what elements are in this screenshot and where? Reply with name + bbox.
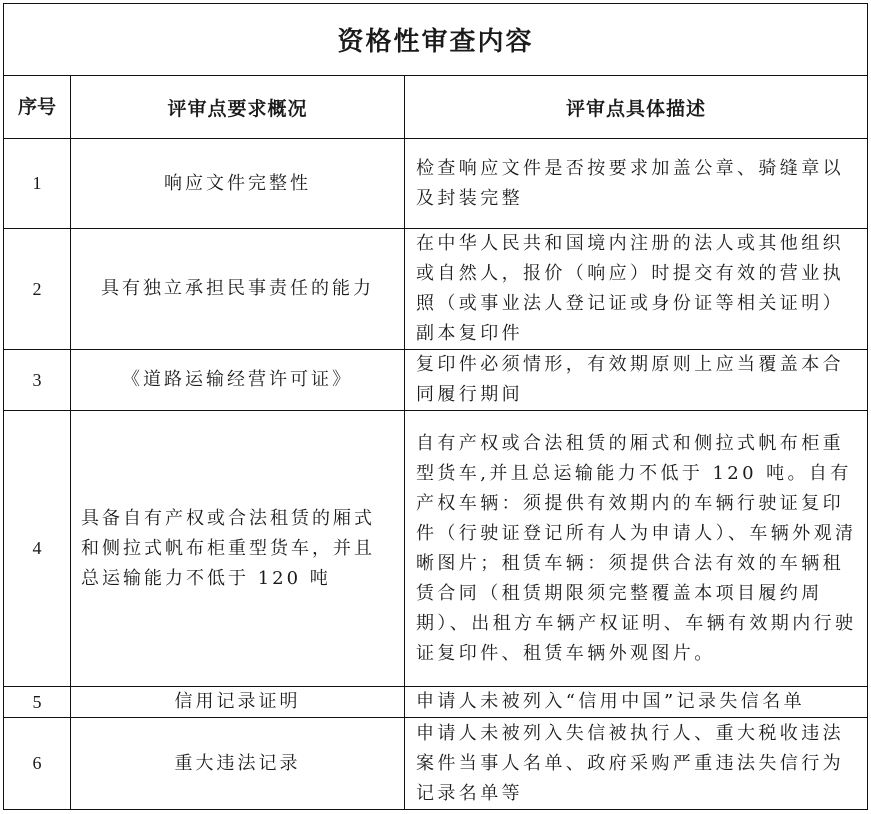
row-description: 在中华人民共和国境内注册的法人或其他组织或自然人，报价（响应）时提交有效的营业执照（或事业法人登记证或身份证等相关证明）副本复印件 [405,229,868,350]
header-no: 序号 [4,76,71,139]
row-description: 申请人未被列入“信用中国”记录失信名单 [405,687,868,718]
table-title: 资格性审查内容 [4,4,868,76]
row-description: 申请人未被列入失信被执行人、重大税收违法案件当事人名单、政府采购严重违法失信行为记录名单等 [405,718,868,810]
row-no: 6 [4,718,71,810]
row-no: 4 [4,411,71,687]
row-requirement: 具有独立承担民事责任的能力 [71,229,405,350]
row-requirement: 响应文件完整性 [71,139,405,229]
row-no: 3 [4,350,71,411]
row-description: 检查响应文件是否按要求加盖公章、骑缝章以及封装完整 [405,139,868,229]
row-requirement: 《道路运输经营许可证》 [71,350,405,411]
header-row [4,76,868,139]
row-description: 复印件必须情形，有效期原则上应当覆盖本合同履行期间 [405,350,868,411]
table-row [4,139,868,229]
row-requirement: 重大违法记录 [71,718,405,810]
title-row [4,4,868,76]
table-row [4,718,868,810]
table-row [4,411,868,687]
qualification-review-table [3,3,868,810]
row-description: 自有产权或合法租赁的厢式和侧拉式帆布柜重型货车,并且总运输能力不低于 120 吨。自有产权车辆：须提供有效期内的车辆行驶证复印件（行驶证登记所有人为申请人）、车辆外观清晰图片；租赁车辆：须提供合法有效的车辆租赁合同（租赁期限须完整覆盖本项目履约周期）、出租方车辆产权证明、车辆有效期内行驶证复印件、租赁车辆外观图片。 [405,411,868,687]
table-row [4,229,868,350]
row-requirement: 信用记录证明 [71,687,405,718]
row-no: 5 [4,687,71,718]
row-no: 2 [4,229,71,350]
row-no: 1 [4,139,71,229]
header-requirement: 评审点要求概况 [71,76,405,139]
table-row [4,350,868,411]
header-description: 评审点具体描述 [405,76,868,139]
row-requirement: 具备自有产权或合法租赁的厢式和侧拉式帆布柜重型货车，并且总运输能力不低于 120 吨 [71,411,405,687]
table-row [4,687,868,718]
